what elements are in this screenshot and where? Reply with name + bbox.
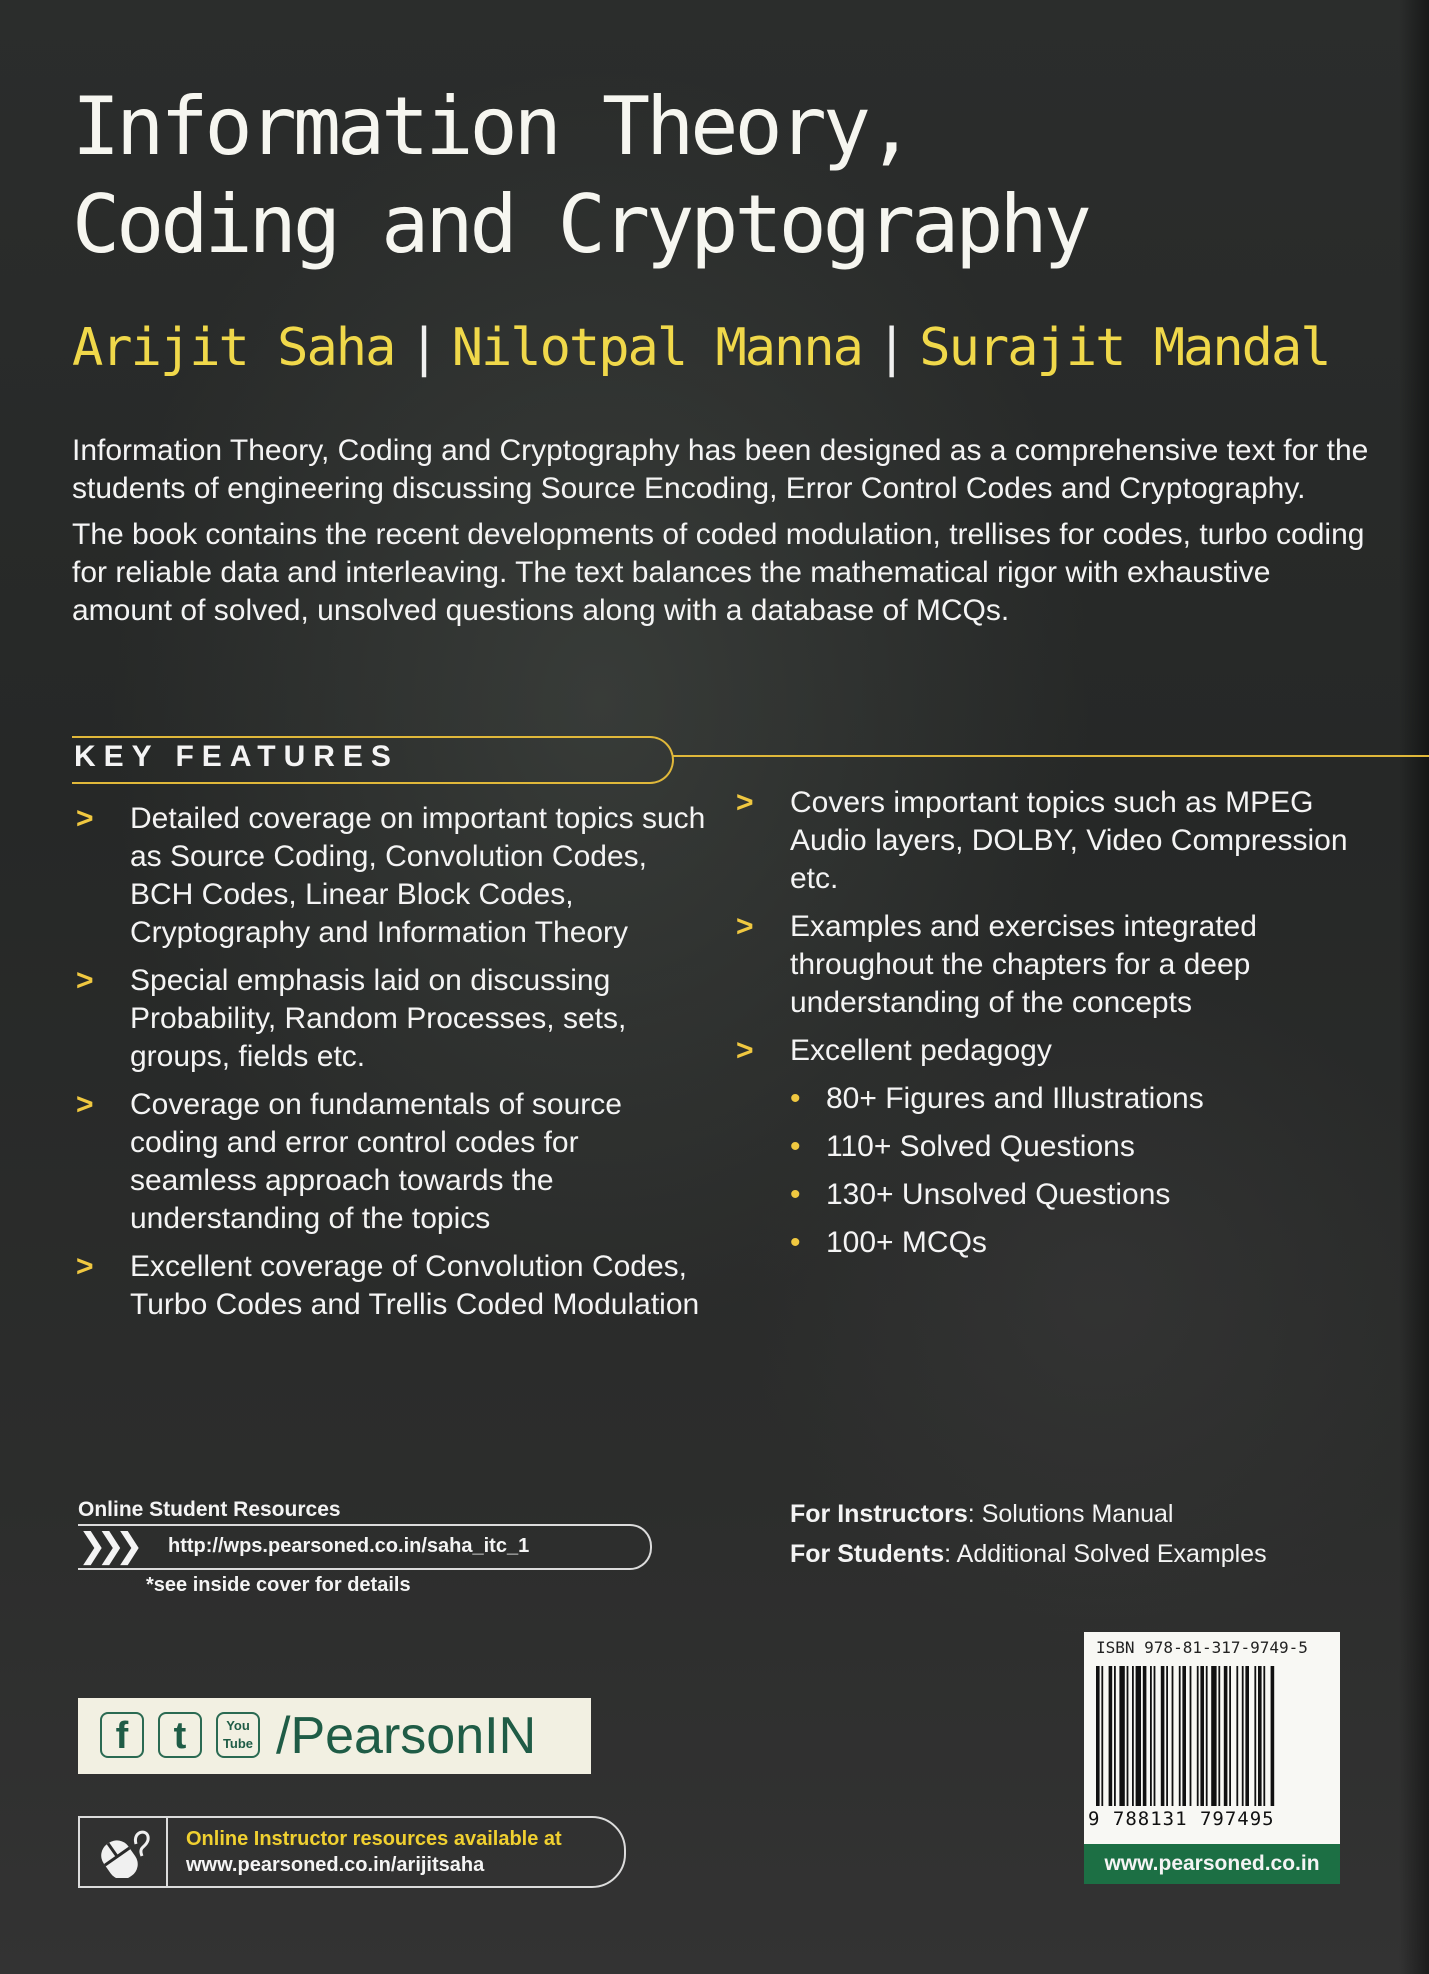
- mouse-cursor-icon-svg: [92, 1826, 154, 1878]
- features-right-column: [732, 784, 1372, 1272]
- chevron-right-icon: >: [76, 1250, 94, 1283]
- pedagogy-item: [732, 1224, 1372, 1262]
- barcode-bar: [1109, 1666, 1113, 1806]
- spine-edge-shadow: [1399, 0, 1429, 1974]
- pedagogy-text: 130+ Unsolved Questions: [826, 1178, 1171, 1211]
- bullet-dot-icon: •: [790, 1082, 801, 1115]
- social-media-banner: [78, 1698, 591, 1774]
- ean-number: 9 788131 797495: [1088, 1808, 1275, 1830]
- feature-item: [732, 784, 1372, 898]
- barcode-bar: [1271, 1666, 1275, 1806]
- barcode-bar: [1258, 1666, 1262, 1806]
- publisher-website[interactable]: www.pearsoned.co.in: [1084, 1844, 1340, 1884]
- social-handle[interactable]: /PearsonIN: [276, 1707, 537, 1765]
- feature-text: Covers important topics such as MPEG Audio layers, DOLBY, Video Compression etc.: [790, 786, 1348, 895]
- feature-text: Excellent pedagogy: [790, 1034, 1052, 1067]
- chevron-right-icon: >: [736, 910, 754, 943]
- instructors-value: : Solutions Manual: [967, 1500, 1174, 1528]
- author-name: Surajit Mandal: [919, 318, 1330, 378]
- features-left-column: [72, 800, 712, 1334]
- facebook-icon[interactable]: f: [100, 1712, 144, 1758]
- feature-item: [72, 1248, 712, 1324]
- feature-text: Examples and exercises integrated throughout the chapters for a deep understanding of the concepts: [790, 910, 1257, 1019]
- feature-item: [732, 908, 1372, 1022]
- key-features-header: [72, 736, 1429, 782]
- youtube-text-bottom: Tube: [222, 1736, 254, 1751]
- online-resources-note: *see inside cover for details: [146, 1574, 411, 1596]
- barcode-bar: [1114, 1666, 1116, 1806]
- barcode-bar: [1254, 1666, 1256, 1806]
- barcode-bar: [1211, 1666, 1216, 1806]
- pedagogy-item: [732, 1128, 1372, 1166]
- pedagogy-item: [732, 1080, 1372, 1118]
- chevron-right-icon: >: [736, 786, 754, 819]
- youtube-text-top: You: [226, 1718, 250, 1733]
- online-resources-url[interactable]: http://wps.pearsoned.co.in/saha_itc_1: [168, 1535, 530, 1557]
- barcode-bar: [1096, 1666, 1100, 1806]
- key-features-rule: [672, 755, 1429, 757]
- feature-text: Special emphasis laid on discussing Probability, Random Processes, sets, groups, fields etc.: [130, 964, 627, 1073]
- youtube-icon[interactable]: [216, 1712, 260, 1758]
- bullet-dot-icon: •: [790, 1226, 801, 1259]
- supplements-block: [790, 1494, 1267, 1574]
- feature-item: [732, 1032, 1372, 1070]
- mouse-cursor-icon: [80, 1818, 168, 1886]
- author-separator: |: [408, 318, 438, 378]
- students-value: : Additional Solved Examples: [944, 1540, 1267, 1568]
- barcode-bar: [1127, 1666, 1129, 1806]
- feature-text: Detailed coverage on important topics such as Source Coding, Convolution Codes, BCH Codes, Linear Block Codes, Cryptography and Information Theory: [130, 802, 706, 949]
- triple-chevron-icon: ❯❯❯: [78, 1527, 134, 1565]
- instructors-label: For Instructors: [790, 1500, 968, 1528]
- instructor-resources-url[interactable]: www.pearsoned.co.in/arijitsaha: [186, 1854, 485, 1876]
- feature-item: [72, 962, 712, 1076]
- instructors-line: [790, 1494, 1267, 1534]
- barcode-bar: [1197, 1666, 1199, 1806]
- barcode-bar: [1236, 1666, 1238, 1806]
- book-title: [72, 78, 1088, 274]
- book-title-line2: Coding and Cryptography: [72, 178, 1088, 271]
- barcode-panel: [1084, 1632, 1340, 1884]
- students-line: [790, 1534, 1267, 1574]
- description-paragraph: Information Theory, Coding and Cryptography has been designed as a comprehensive text for the students of engineering discussing Source Encoding, Error Control Codes and Cryptography.: [72, 434, 1369, 505]
- barcode-bar: [1101, 1666, 1103, 1806]
- author-separator: |: [875, 318, 906, 378]
- online-resources-title: Online Student Resources: [78, 1498, 341, 1521]
- barcode-bar: [1143, 1666, 1147, 1806]
- barcode-bar: [1206, 1666, 1208, 1806]
- key-features-heading: KEY FEATURES: [74, 740, 399, 773]
- chevron-right-icon: >: [736, 1034, 754, 1067]
- barcode-bar: [1245, 1666, 1249, 1806]
- barcode-bar: [1119, 1666, 1124, 1806]
- students-label: For Students: [790, 1540, 945, 1568]
- description-paragraph: The book contains the recent developments of coded modulation, trellises for codes, turbo coding for reliable data and interleaving. The text balances the mathematical rigor with exhaustive amount of solved, unsolved questions along with a database of MCQs.: [72, 518, 1365, 627]
- barcode-bar: [1182, 1666, 1186, 1806]
- feature-text: Coverage on fundamentals of source coding and error control codes for seamless approach towards the understanding of the topics: [130, 1088, 622, 1235]
- barcode-image: [1096, 1666, 1328, 1806]
- bullet-dot-icon: •: [790, 1178, 801, 1211]
- feature-item: [72, 1086, 712, 1238]
- barcode-bar: [1242, 1666, 1244, 1806]
- barcode-bar: [1224, 1666, 1228, 1806]
- barcode-bar: [1179, 1666, 1181, 1806]
- feature-item: [72, 800, 712, 952]
- barcode-bar: [1218, 1666, 1220, 1806]
- pedagogy-item: [732, 1176, 1372, 1214]
- pedagogy-text: 100+ MCQs: [826, 1226, 987, 1259]
- barcode-bar: [1136, 1666, 1141, 1806]
- barcode-bar: [1166, 1666, 1168, 1806]
- twitter-icon[interactable]: t: [158, 1712, 202, 1758]
- chevron-right-icon: >: [76, 802, 94, 835]
- barcode-bar: [1154, 1666, 1156, 1806]
- pedagogy-text: 110+ Solved Questions: [826, 1130, 1135, 1163]
- pedagogy-text: 80+ Figures and Illustrations: [826, 1082, 1204, 1115]
- instructor-resources-banner: [78, 1816, 626, 1888]
- chevron-right-icon: >: [76, 964, 94, 997]
- barcode-bar: [1190, 1666, 1192, 1806]
- barcode-bar: [1150, 1666, 1152, 1806]
- barcode-bar: [1229, 1666, 1231, 1806]
- barcode-bar: [1263, 1666, 1265, 1806]
- barcode-bar: [1172, 1666, 1174, 1806]
- chevron-right-icon: >: [76, 1088, 94, 1121]
- feature-text: Excellent coverage of Convolution Codes, Turbo Codes and Trellis Coded Modulation: [130, 1250, 700, 1321]
- barcode-bar: [1132, 1666, 1134, 1806]
- book-description: [72, 432, 1372, 638]
- instructor-resources-text: Online Instructor resources available at: [186, 1828, 562, 1850]
- book-title-line1: Information Theory,: [72, 80, 912, 173]
- barcode-bar: [1161, 1666, 1165, 1806]
- barcode-bar: [1200, 1666, 1204, 1806]
- author-name: Nilotpal Manna: [451, 318, 862, 378]
- bullet-dot-icon: •: [790, 1130, 801, 1163]
- author-name: Arijit Saha: [72, 318, 395, 378]
- isbn-number: ISBN 978-81-317-9749-5: [1096, 1638, 1308, 1657]
- authors-line: [72, 318, 1330, 378]
